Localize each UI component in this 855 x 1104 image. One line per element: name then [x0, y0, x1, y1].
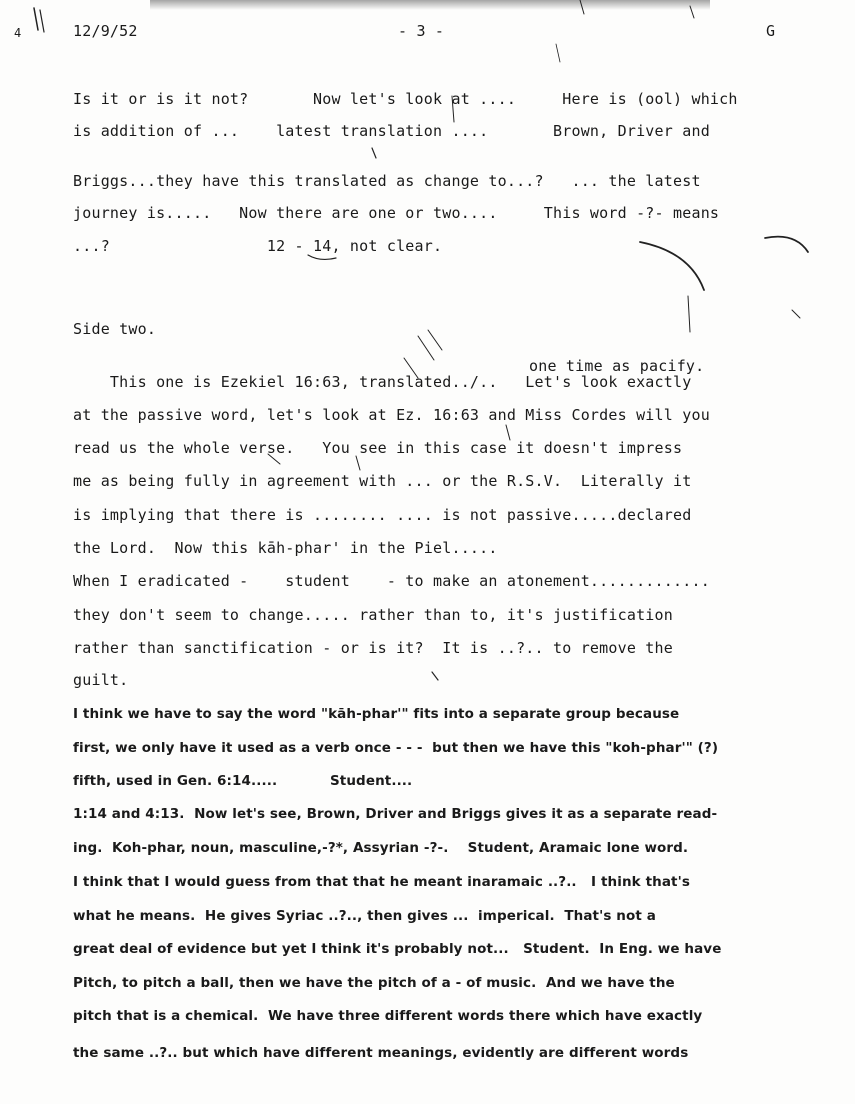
text-line: what he means. He gives Syriac ..?.., then gives ... imperical. That's not a — [73, 908, 656, 924]
text-line: at the passive word, let's look at Ez. 16:63 and Miss Cordes will you — [73, 406, 710, 424]
text-line: Pitch, to pitch a ball, then we have the pitch of a - of music. And we have the — [73, 975, 675, 991]
document-date: 12/9/52 — [73, 22, 138, 40]
page-number: - 3 - — [398, 22, 445, 40]
text-line: great deal of evidence but yet I think it's probably not... Student. In Eng. we have — [73, 941, 722, 957]
stray-mark — [308, 255, 336, 259]
text-line: guilt. — [73, 671, 129, 689]
stray-mark — [34, 8, 38, 30]
interlinear-insertion: one time as pacify. — [529, 357, 705, 375]
stray-mark — [40, 10, 44, 32]
text-line: rather than sanctification - or is it? It is ..?.. to remove the — [73, 639, 673, 657]
text-line: Is it or is it not? Now let's look at .... Here is (ool) which — [73, 90, 738, 108]
stray-mark — [372, 148, 376, 158]
text-line: Briggs...they have this translated as change to...? ... the latest — [73, 172, 701, 190]
section-letter: G — [766, 22, 776, 40]
text-line: is implying that there is ........ .... is not passive.....declared — [73, 506, 692, 524]
section-heading: Side two. — [73, 320, 157, 338]
stray-mark — [432, 672, 438, 680]
stray-mark — [356, 456, 360, 470]
text-line: When I eradicated - student - to make an atonement............. — [73, 572, 710, 590]
text-line: the same ..?.. but which have different meanings, evidently are different words — [73, 1045, 689, 1061]
text-line: This one is Ezekiel 16:63, translated../.. Let's look exactly — [73, 373, 692, 391]
text-line: ing. Koh-phar, noun, masculine,-?*, Assyrian -?-. Student, Aramaic lone word. — [73, 840, 689, 856]
stray-mark — [506, 425, 510, 440]
stray-mark — [765, 237, 808, 252]
text-line: me as being fully in agreement with ... or the R.S.V. Literally it — [73, 472, 692, 490]
text-line: 1:14 and 4:13. Now let's see, Brown, Driver and Briggs gives it as a separate read- — [73, 806, 718, 822]
text-line: the Lord. Now this kāh-phar' in the Piel..... — [73, 539, 498, 557]
stray-mark — [792, 310, 800, 318]
text-line: I think that I would guess from that that he meant inaramaic ..?.. I think that's — [73, 874, 690, 890]
corner-mark: 4 — [14, 26, 22, 40]
stray-mark — [640, 242, 704, 290]
text-line: is addition of ... latest translation .... Brown, Driver and — [73, 122, 710, 140]
text-line: first, we only have it used as a verb once - - - but then we have this "koh-phar'" (?) — [73, 740, 719, 756]
text-line: read us the whole verse. You see in this case it doesn't impress — [73, 439, 683, 457]
text-line: pitch that is a chemical. We have three different words there which have exactly — [73, 1008, 703, 1024]
text-line: ...? 12 - 14, not clear. — [73, 237, 443, 255]
stray-mark — [688, 296, 690, 332]
text-line: I think we have to say the word "kāh-phar'" fits into a separate group because — [73, 706, 680, 722]
scan-shadow — [150, 0, 710, 10]
text-line: they don't seem to change..... rather than to, it's justification — [73, 606, 673, 624]
stray-mark — [556, 44, 560, 62]
text-line: journey is..... Now there are one or two.... This word -?- means — [73, 204, 720, 222]
stray-mark — [418, 336, 434, 360]
text-line: fifth, used in Gen. 6:14..... Student.... — [73, 773, 413, 789]
stray-mark — [428, 330, 442, 350]
